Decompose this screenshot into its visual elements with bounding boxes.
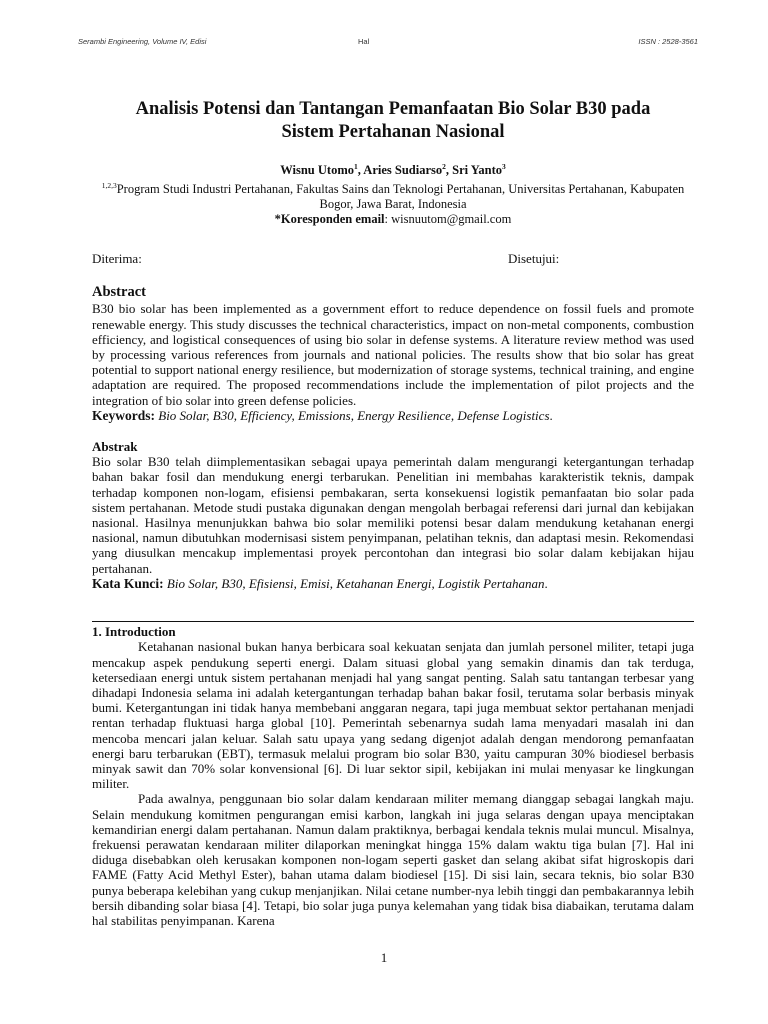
affiliation-sup: 1,2,3 <box>101 181 117 191</box>
author-name: Sri Yanto <box>452 163 503 178</box>
kata-kunci-list: Bio Solar, B30, Efisiensi, Emisi, Ketahanan Energi, Logistik Pertahanan <box>166 575 545 591</box>
abstract-text: B30 bio solar has been implemented as a government effort to reduce dependence on fossil fuels and promote renewable energy. This study discusses the technical characteristics, impact on non-metal components, combustion efficiency, and logistical consequences of using bio solar in defense systems. A literature review method was used by processing various references from journals and national policies. The results show that bio solar has great potential to support national energy resilience, but modernization of storage systems, technical training, and engine adaptation are required. The proposed recommendations include the implementation of pilot projects and the integration of bio solar into green defense policies. <box>92 301 694 408</box>
introduction-paragraph-1: Ketahanan nasional bukan hanya berbicara soal kekuatan senjata dan jumlah personel militer, tetapi juga mencakup aspek pendukung seperti energi. Dalam situasi global yang semakin dinamis dan tak terduga, ketersediaan energi untuk sistem pertahanan menjadi hal yang sangat penting. Salah satu tantangan terbesar yang dihadapi Indonesia selama ini adalah ketergantungan terhadap bahan bakar fosil, terutama solar berbasis minyak bumi. Ketergantungan ini tidak hanya membebani anggaran negara, tapi juga membuat sektor pertahanan menjadi rentan terhadap fluktuasi harga global [10]. Pemerintah sebenarnya sudah lama menyadari masalah ini dan mencoba mencari jalan keluar. Salah satu upaya yang sedang digenjot adalah dengan mendorong pemanfaatan energi baru terbarukan (EBT), termasuk melalui program bio solar B30, yaitu campuran 30% biodiesel berbasis minyak sawit dan 70% solar konvensional [6]. Di luar sektor sipil, kebijakan ini mulai menyasar ke lingkungan militer. <box>92 639 694 792</box>
introduction-heading: 1. Introduction <box>92 624 176 640</box>
author-separator: , <box>357 163 364 178</box>
author-separator: , <box>445 163 453 178</box>
author-name: Wisnu Utomo <box>280 163 354 178</box>
received-label: Diterima: <box>92 251 142 267</box>
paper-title <box>92 98 694 144</box>
title-line-1: Analisis Potensi dan Tantangan Pemanfaatan Bio Solar B30 pada <box>135 99 651 119</box>
abstrak-text: Bio solar B30 telah diimplementasikan sebagai upaya pemerintah dalam mengurangi ketergantungan terhadap bahan bakar fosil dan mendukung energi terbarukan. Penelitian ini membahas karakteristik teknis, dampak terhadap komponen non-logam, efisiensi pembakaran, serta konsekuensi logistik pemanfaatan bio solar pada sistem pertahanan. Metode studi pustaka digunakan dengan mengolah berbagai referensi dari jurnal dan kebijakan nasional. Hasilnya menunjukkan bahwa bio solar memiliki potensi besar dalam mendukung ketahanan energi nasional, namun dibutuhkan modernisasi sistem penyimpanan, pelatihan teknis, dan adaptasi mesin. Rekomendasi yang diusulkan mencakup implementasi proyek percontohan dan integrasi bio solar dalam kebijakan hijau pertahanan. <box>92 454 694 576</box>
running-header <box>78 37 698 49</box>
title-line-2: Sistem Pertahanan Nasional <box>281 122 505 142</box>
introduction-paragraph-2: Pada awalnya, penggunaan bio solar dalam kendaraan militer memang dianggap sebagai langkah maju. Selain mendukung komitmen pengurangan emisi karbon, langkah ini juga selaras dengan upaya menciptakan kemandirian energi dalam pertahanan. Namun dalam praktiknya, berbagai kendala teknis mulai muncul. Misalnya, frekuensi perawatan kendaraan militer dilaporkan meningkat hingga 15% dalam waktu tiga bulan [7]. Hal ini diduga disebabkan oleh kerusakan komponen non-logam seperti gasket dan selang akibat sifat higroskopis dari FAME (Fatty Acid Methyl Ester), bahan utama dalam biodiesel [15]. Di sisi lain, secara teknis, bio solar B30 punya beberapa kelebihan yang cukup menjanjikan. Nilai cetane number-nya lebih tinggi dan pembakarannya lebih bersih dibanding solar biasa [4]. Tetapi, bio solar juga punya kelemahan yang tidak bisa diabaikan, terutama dalam hal stabilitas penyimpanan. Karena <box>92 791 694 929</box>
kata-kunci <box>92 576 694 592</box>
author-affil-sup: 3 <box>502 162 506 171</box>
keywords-end: . <box>549 407 553 423</box>
submission-dates <box>92 251 694 267</box>
abstrak-heading: Abstrak <box>92 439 138 455</box>
author-name: Aries Sudiarso <box>363 163 443 178</box>
author-affil-sup: 1 <box>353 162 358 171</box>
approved-label: Disetujui: <box>508 251 560 267</box>
abstract-heading: Abstract <box>92 284 146 301</box>
affiliation-text: Program Studi Industri Pertahanan, Fakultas Sains dan Teknologi Pertahanan, Universitas Pertahanan, Kabupaten Bogor, Jawa Barat, Indonesia <box>116 182 685 212</box>
author-list <box>92 159 694 178</box>
keywords-list: Bio Solar, B30, Efficiency, Emissions, Energy Resilience, Defense Logistics <box>158 407 550 423</box>
affiliation <box>92 178 694 212</box>
keywords <box>92 408 694 424</box>
correspondence-email: : wisnuutom@gmail.com <box>384 212 512 227</box>
correspondence <box>92 212 694 227</box>
keywords-label: Keywords: <box>92 407 155 423</box>
page-label: Hal <box>358 37 370 46</box>
paper-content <box>92 98 694 928</box>
page-number: 1 <box>380 950 388 965</box>
author-affil-sup: 2 <box>442 162 446 171</box>
section-divider <box>92 621 694 622</box>
kata-kunci-end: . <box>544 575 548 591</box>
issn-label: ISSN : 2528-3561 <box>638 37 698 46</box>
correspondence-label: *Koresponden email <box>274 212 385 227</box>
kata-kunci-label: Kata Kunci: <box>92 575 164 591</box>
journal-name: Serambi Engineering, Volume IV, Edisi <box>78 37 207 46</box>
